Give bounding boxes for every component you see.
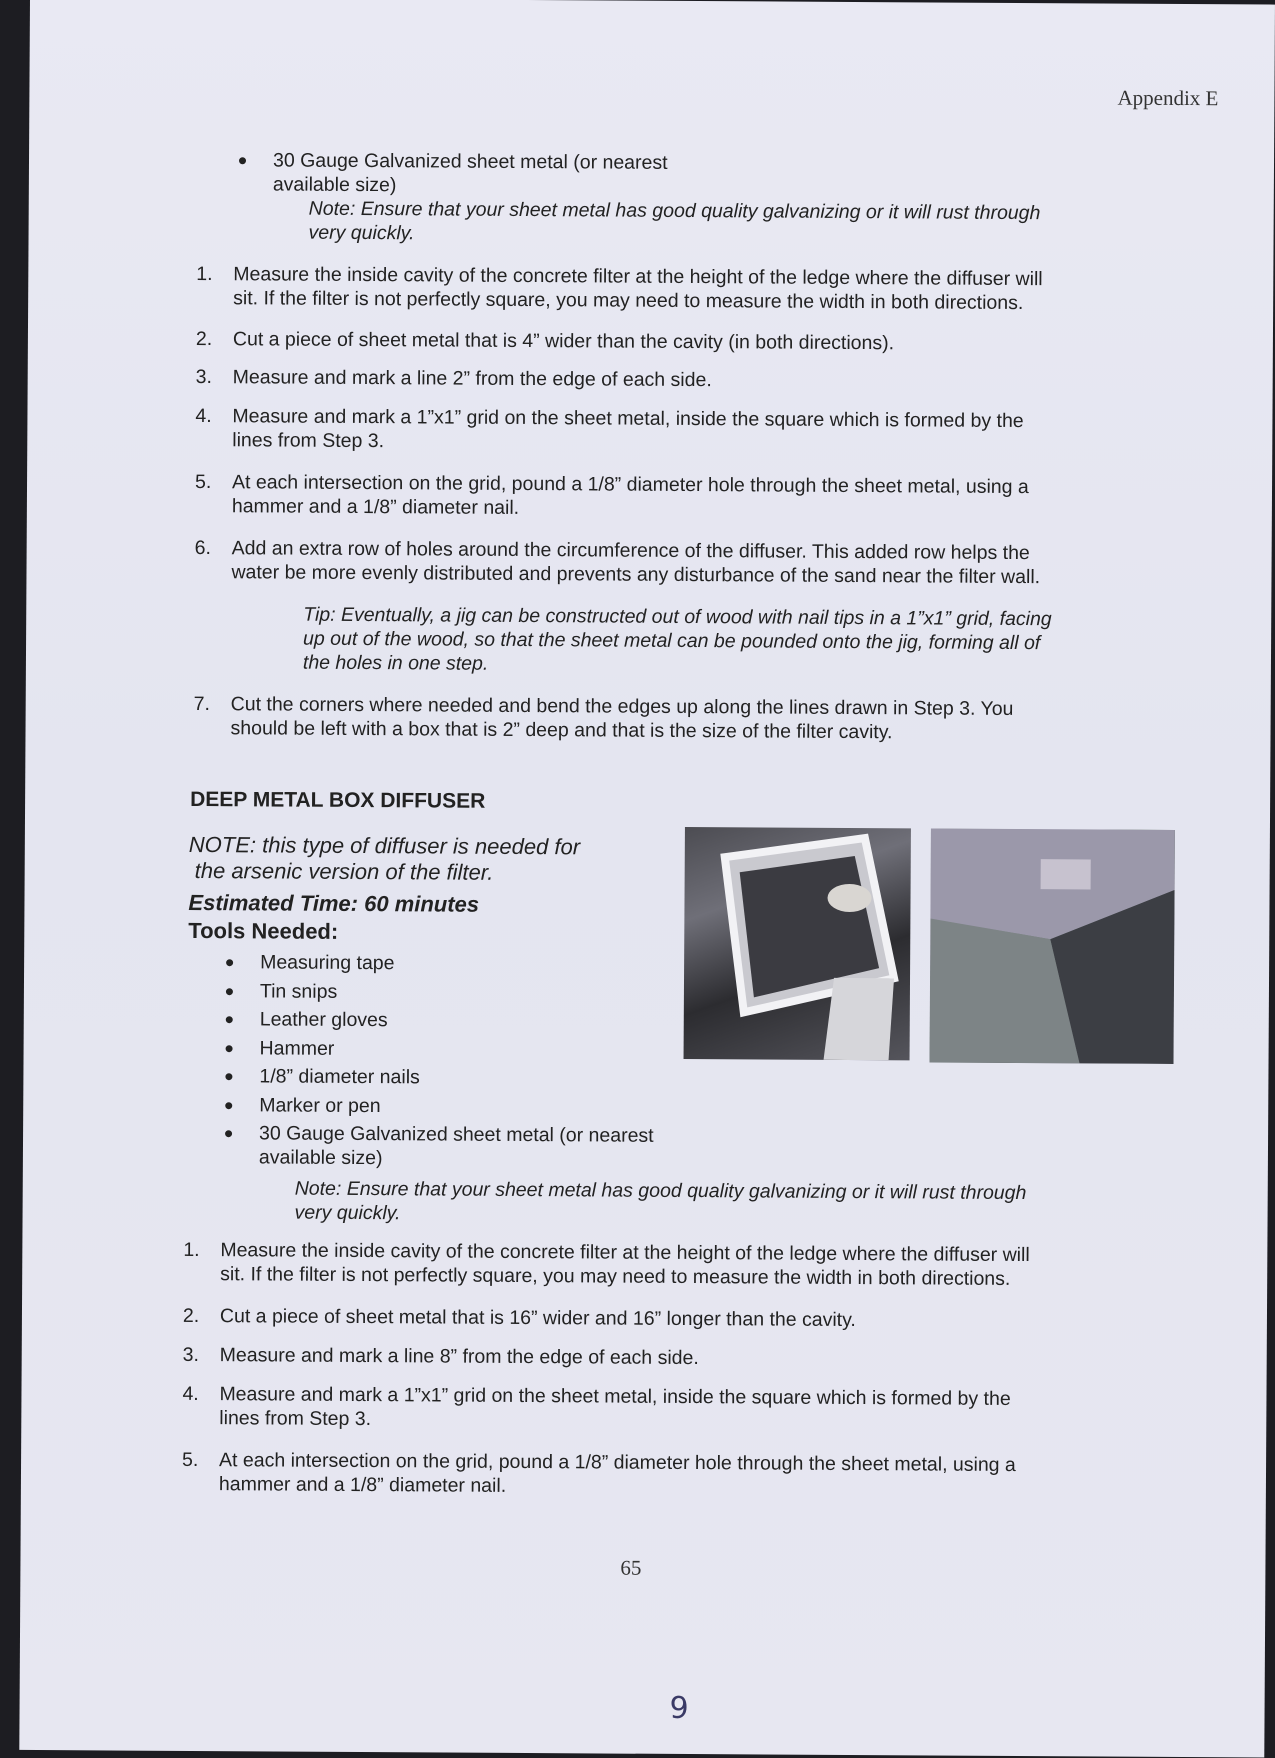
step-5: 5. At each intersection on the grid, pound a 1/8” diameter hole through the sheet metal, using a hammer and a 1/8” diameter nail. xyxy=(194,470,1029,519)
sheet-metal-bullet: 30 Gauge Galvanized sheet metal (or nearest available size) xyxy=(273,148,668,198)
step-7: 7. Cut the corners where needed and bend the edges up along the lines drawn in Step 3. You should be left with a box that is 2” deep and that is the size of the filter cavity. xyxy=(193,692,1014,744)
deep-step-1: 1. Measure the inside cavity of the concrete filter at the height of the ledge where the diffuser will sit. If the filter is not perfectly square, you may need to measure the width in both directions. xyxy=(183,1238,1030,1290)
tool-item: Hammer xyxy=(259,1036,654,1067)
deep-step-3: 3. Measure and mark a line 8” from the edge of each side. xyxy=(182,1343,699,1370)
arsenic-note: NOTE: this type of diffuser is needed for the arsenic version of the filter. xyxy=(188,831,581,885)
handwritten-mark: 9 xyxy=(669,1690,689,1727)
step-3: 3. Measure and mark a line 2” from the edge of each side. xyxy=(195,365,712,392)
deep-step-5: 5. At each intersection on the grid, pound a 1/8” diameter hole through the sheet metal, using a hammer and a 1/8” diameter nail. xyxy=(182,1448,1016,1497)
estimated-time: Estimated Time: 60 minutes xyxy=(188,889,480,917)
bullet-dot xyxy=(239,157,246,164)
tool-item: Marker or pen xyxy=(259,1093,654,1124)
page-number: 65 xyxy=(620,1555,642,1580)
filter-illustration xyxy=(930,828,1175,1063)
step-1: 1. Measure the inside cavity of the concrete filter at the height of the ledge where the diffuser will sit. If the filter is not perfectly square, you may need to measure the width in both directions. xyxy=(196,262,1043,315)
jig-tip: Tip: Eventually, a jig can be constructed out of wood with nail tips in a 1”x1” grid, facing up out of the wood, so that the sheet metal can be pounded onto the jig, forming all of the holes in one step. xyxy=(302,603,1052,675)
tool-item: Measuring tape xyxy=(260,950,655,981)
galvanizing-note: Note: Ensure that your sheet metal has good quality galvanizing or it will rust through very quickly. xyxy=(308,197,1041,245)
deep-step-2: 2. Cut a piece of sheet metal that is 16” wider and 16” longer than the cavity. xyxy=(182,1304,856,1332)
appendix-label: Appendix E xyxy=(1117,85,1219,111)
diffuser-box-illustration xyxy=(684,827,911,1060)
step-6: 6. Add an extra row of holes around the circumference of the diffuser. This added row helps the water be more evenly distributed and prevents any disturbance of the sand near the filter wall. xyxy=(194,536,1041,589)
tool-item: Tin snips xyxy=(260,979,655,1010)
tool-item: 1/8” diameter nails xyxy=(259,1064,654,1095)
document-page xyxy=(19,0,1275,1758)
section-heading: DEEP METAL BOX DIFFUSER xyxy=(190,787,486,813)
diffuser-box-photo xyxy=(684,827,911,1060)
tool-item-sheet-metal: 30 Gauge Galvanized sheet metal (or nearest available size) xyxy=(259,1121,654,1171)
step-4: 4. Measure and mark a 1”x1” grid on the sheet metal, inside the square which is formed by the lines from Step 3. xyxy=(195,404,1024,453)
tool-item: Leather gloves xyxy=(260,1007,655,1038)
deep-step-4: 4. Measure and mark a 1”x1” grid on the sheet metal, inside the square which is formed by the lines from Step 3. xyxy=(182,1382,1011,1431)
step-2: 2. Cut a piece of sheet metal that is 4” wider than the cavity (in both directions). xyxy=(195,327,895,355)
galvanizing-note-2: Note: Ensure that your sheet metal has good quality galvanizing or it will rust through very quickly. xyxy=(294,1177,1027,1225)
diffuser-in-filter-photo xyxy=(930,828,1175,1063)
tools-heading: Tools Needed: xyxy=(188,917,339,944)
tools-list xyxy=(259,950,655,1171)
